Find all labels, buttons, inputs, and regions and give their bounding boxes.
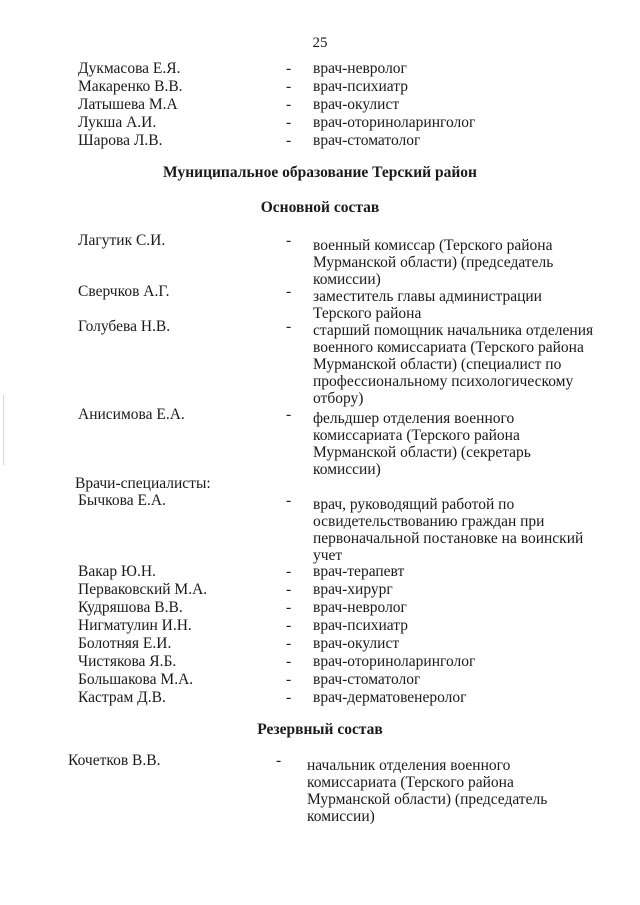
member-role: врач-оториноларинголог xyxy=(313,114,476,131)
dash-separator: - xyxy=(286,617,292,634)
dash-separator: - xyxy=(286,96,292,113)
member-name: Сверчков А.Г. xyxy=(78,283,170,300)
dash-separator: - xyxy=(286,232,292,249)
top-list xyxy=(0,60,640,150)
list-item xyxy=(0,132,640,150)
member-role: заместитель главы администрации Терского района xyxy=(313,288,542,322)
member-role: врач-оториноларинголог xyxy=(313,653,476,670)
member-name: Кастрам Д.В. xyxy=(78,689,166,706)
dash-separator: - xyxy=(286,689,292,706)
member-name: Кочетков В.В. xyxy=(68,752,161,769)
dash-separator: - xyxy=(286,406,292,423)
list-item xyxy=(0,752,640,824)
member-role: врач-невролог xyxy=(313,60,407,77)
dash-separator: - xyxy=(286,599,292,616)
member-name: Чистякова Я.Б. xyxy=(78,653,177,670)
list-item xyxy=(0,563,640,581)
dash-separator: - xyxy=(286,318,292,335)
reserve-composition-heading: Резервный состав xyxy=(257,721,383,738)
member-name: Большакова М.А. xyxy=(78,671,194,688)
dash-separator: - xyxy=(286,671,292,688)
member-role: врач-психиатр xyxy=(313,78,408,95)
scan-mark xyxy=(3,395,4,465)
member-name: Макаренко В.В. xyxy=(78,78,183,95)
list-item xyxy=(0,283,640,322)
member-name: Лукша А.И. xyxy=(78,114,157,131)
member-role: фельдшер отделения военного комиссариата (Терского района Мурманской области) (секретарь комиссии) xyxy=(313,410,531,478)
page-number: 25 xyxy=(312,35,328,51)
main-composition-heading: Основной состав xyxy=(260,199,380,216)
list-item xyxy=(0,617,640,635)
member-role: врач, руководящий работой по освидетельствованию граждан при первоначальной постановке на воинский учет xyxy=(313,496,584,564)
dash-separator: - xyxy=(286,581,292,598)
member-name: Голубева Н.В. xyxy=(78,318,171,335)
dash-separator: - xyxy=(286,653,292,670)
member-role: начальник отделения военного комиссариата (Терского района Мурманской области) (председатель комиссии) xyxy=(307,757,548,825)
specialists-list xyxy=(0,492,640,707)
municipality-heading: Муниципальное образование Терский район xyxy=(163,164,477,181)
list-item xyxy=(0,671,640,689)
member-role: врач-стоматолог xyxy=(313,671,421,688)
list-item xyxy=(0,78,640,96)
member-role: врач-дерматовенеролог xyxy=(313,689,467,706)
member-name: Шарова Л.В. xyxy=(78,132,163,149)
member-role: врач-терапевт xyxy=(313,563,405,580)
member-role: врач-стоматолог xyxy=(313,132,421,149)
member-name: Бычкова Е.А. xyxy=(78,492,166,509)
dash-separator: - xyxy=(286,283,292,300)
dash-separator: - xyxy=(286,132,292,149)
list-item xyxy=(0,318,640,406)
reserve-members xyxy=(0,752,640,824)
member-name: Вакар Ю.Н. xyxy=(78,563,156,580)
list-item xyxy=(0,60,640,78)
member-role: врач-хирург xyxy=(313,581,393,598)
member-name: Дукмасова Е.Я. xyxy=(78,60,181,77)
list-item xyxy=(0,114,640,132)
list-item xyxy=(0,232,640,288)
list-item xyxy=(0,689,640,707)
list-item xyxy=(0,96,640,114)
dash-separator: - xyxy=(286,492,292,509)
dash-separator: - xyxy=(276,752,282,769)
member-name: Болотняя Е.И. xyxy=(78,635,172,652)
dash-separator: - xyxy=(286,114,292,131)
member-role: врач-окулист xyxy=(313,635,400,652)
member-name: Перваковский М.А. xyxy=(78,581,208,598)
member-role: старший помощник начальника отделения военного комиссариата (Терского района Мурманской области) (специалист по профессиональному психологическому отбору) xyxy=(313,322,594,407)
list-item xyxy=(0,599,640,617)
member-name: Кудряшова В.В. xyxy=(78,599,183,616)
member-role: врач-невролог xyxy=(313,599,407,616)
list-item xyxy=(0,635,640,653)
member-role: врач-окулист xyxy=(313,96,400,113)
dash-separator: - xyxy=(286,78,292,95)
dash-separator: - xyxy=(286,60,292,77)
main-members xyxy=(0,232,640,478)
list-item xyxy=(0,581,640,599)
member-name: Анисимова Е.А. xyxy=(78,406,185,423)
list-item xyxy=(0,492,640,563)
member-role: военный комиссар (Терского района Мурманской области) (председатель комиссии) xyxy=(313,237,554,288)
list-item xyxy=(0,653,640,671)
dash-separator: - xyxy=(286,635,292,652)
member-name: Латышева М.А xyxy=(78,96,178,113)
specialists-label: Врачи-специалисты: xyxy=(75,475,211,492)
dash-separator: - xyxy=(286,563,292,580)
member-name: Нигматулин И.Н. xyxy=(78,617,192,634)
member-role: врач-психиатр xyxy=(313,617,408,634)
member-name: Лагутик С.И. xyxy=(78,232,166,249)
list-item xyxy=(0,406,640,478)
